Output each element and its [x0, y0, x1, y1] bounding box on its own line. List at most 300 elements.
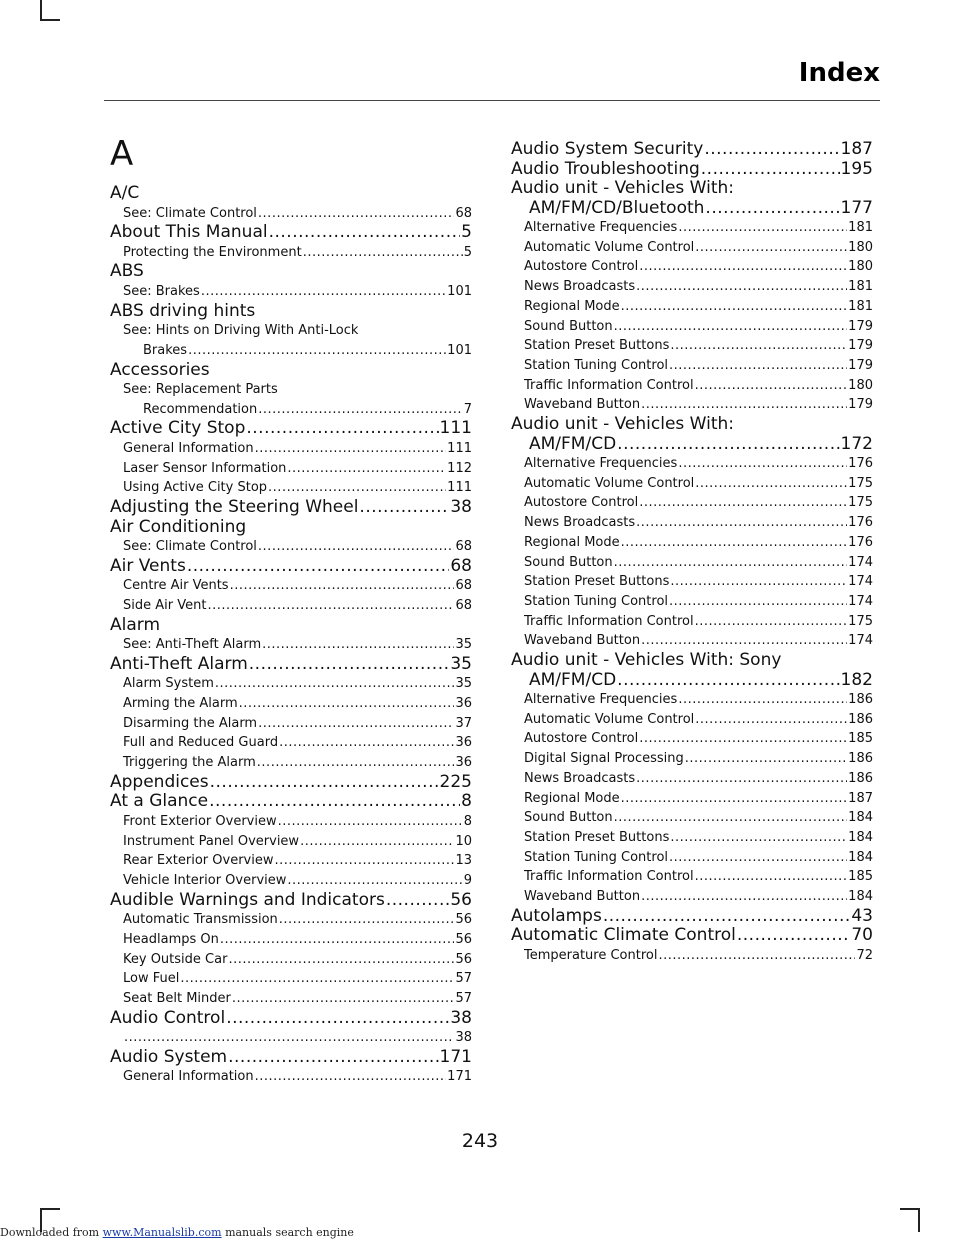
crop-mark-top-left-h [40, 19, 60, 21]
index-subentry [110, 1028, 472, 1048]
entry-text: Audio Troubleshooting [511, 158, 700, 179]
dot-leader [636, 277, 847, 297]
dot-leader [220, 930, 455, 950]
index-subentry [511, 592, 873, 612]
index-entry [511, 435, 873, 455]
entry-text: Station Tuning Control [524, 357, 669, 373]
entry-page: 8 [463, 813, 472, 829]
dot-leader [670, 828, 847, 848]
entry-text: Traffic Information Control [524, 869, 694, 885]
entry-text: Alarm System [123, 676, 214, 692]
entry-text: Automatic Volume Control [524, 239, 695, 255]
entry-page: 175 [848, 613, 873, 629]
entry-text: News Broadcasts [524, 515, 636, 531]
index-column-left [110, 132, 472, 1087]
entry-text: Audible Warnings and Indicators [110, 889, 385, 910]
entry-page: 5 [461, 222, 472, 243]
dot-leader [201, 282, 446, 302]
dot-leader [246, 419, 438, 439]
entry-text: Autolamps [511, 905, 602, 926]
entry-page: 112 [447, 460, 472, 476]
entry-page: 180 [848, 239, 873, 255]
index-subentry [110, 694, 472, 714]
dot-leader [614, 808, 848, 828]
dot-leader [262, 635, 454, 655]
dot-leader [669, 356, 847, 376]
index-subentry [110, 674, 472, 694]
entry-text: Air Conditioning [110, 516, 247, 537]
entry-page: 10 [455, 833, 472, 849]
entry-page: 68 [455, 539, 472, 555]
entry-page: 13 [455, 853, 472, 869]
dot-leader [704, 140, 839, 160]
index-subentry [511, 238, 873, 258]
dot-leader [678, 454, 847, 474]
dot-leader [210, 773, 439, 793]
entry-text: Traffic Information Control [524, 613, 694, 629]
index-subentry [110, 459, 472, 479]
index-subentry [511, 493, 873, 513]
index-entry [110, 184, 472, 204]
entry-text: Autostore Control [524, 731, 639, 747]
index-subentry [511, 867, 873, 887]
entry-text: A/C [110, 183, 140, 203]
dot-leader [258, 714, 454, 734]
entry-text: Headlamps On [123, 931, 219, 947]
index-entry [110, 792, 472, 812]
index-entry [110, 891, 472, 911]
dot-leader [621, 533, 848, 553]
index-subentry [110, 812, 472, 832]
index-subentry [110, 282, 472, 302]
entry-text: Sound Button [524, 810, 613, 826]
index-entry [511, 199, 873, 219]
index-subentry [511, 690, 873, 710]
index-subentry [110, 243, 472, 263]
entry-text: Waveband Button [524, 397, 641, 413]
entry-text: Regional Mode [524, 534, 620, 550]
entry-page: 70 [851, 925, 873, 946]
entry-page: 35 [455, 676, 472, 692]
entry-text: Rear Exterior Overview [123, 853, 274, 869]
index-entry [511, 671, 873, 691]
dot-leader [255, 439, 447, 459]
entry-text: Alternative Frequencies [524, 692, 678, 708]
index-subentry [511, 887, 873, 907]
index-subentry [511, 474, 873, 494]
entry-text: Autostore Control [524, 259, 639, 275]
dot-leader [701, 160, 840, 180]
entry-page: 38 [450, 497, 472, 518]
dot-leader [359, 498, 449, 518]
entry-text: Automatic Climate Control [511, 925, 736, 946]
entry-page: 56 [455, 931, 472, 947]
index-subentry [110, 989, 472, 1009]
entry-page: 179 [848, 318, 873, 334]
entry-page: 172 [840, 433, 873, 454]
index-subentry [110, 341, 472, 361]
index-subentry [110, 537, 472, 557]
entry-page: 68 [455, 597, 472, 613]
entry-text: See: Anti-Theft Alarm [123, 637, 262, 653]
entry-page: 35 [455, 637, 472, 653]
dot-leader [239, 694, 455, 714]
entry-text: Full and Reduced Guard [123, 735, 279, 751]
dot-leader [269, 223, 461, 243]
index-entry [511, 926, 873, 946]
entry-page: 186 [848, 751, 873, 767]
entry-page: 176 [848, 515, 873, 531]
entry-page: 179 [848, 357, 873, 373]
dot-leader [641, 631, 847, 651]
entry-page: 68 [450, 555, 472, 576]
entry-text: See: Replacement Parts [123, 382, 278, 398]
entry-text: Waveband Button [524, 633, 641, 649]
entry-page: 56 [455, 912, 472, 928]
entry-text: Audio System Security [511, 139, 704, 159]
entry-text: Audio System [110, 1046, 228, 1067]
dot-leader [621, 789, 848, 809]
index-entry [110, 262, 472, 282]
index-entry [110, 616, 472, 636]
entry-text: Temperature Control [524, 947, 658, 963]
dot-leader [228, 1048, 438, 1068]
dot-leader [257, 753, 455, 773]
entry-text: See: Climate Control [123, 539, 257, 555]
dot-leader [670, 572, 847, 592]
entry-page: 174 [848, 574, 873, 590]
dot-leader [617, 671, 839, 691]
dot-leader [278, 812, 463, 832]
index-entry [110, 655, 472, 675]
entry-text: AM/FM/CD/Bluetooth [529, 197, 705, 218]
entry-page: 175 [848, 475, 873, 491]
entry-text: Instrument Panel Overview [123, 833, 300, 849]
section-letter: A [110, 134, 134, 174]
crop-mark-bottom-right-v [918, 1208, 920, 1232]
entry-page: 184 [848, 889, 873, 905]
entry-page: 57 [455, 971, 472, 987]
index-subentry [511, 828, 873, 848]
entry-text: Active City Stop [110, 418, 246, 439]
index-subentry [110, 400, 472, 420]
entry-text: Regional Mode [524, 298, 620, 314]
index-subentry [511, 572, 873, 592]
entry-page: 184 [848, 849, 873, 865]
dot-leader [603, 907, 851, 927]
dot-leader [209, 792, 460, 812]
entry-page: 181 [848, 279, 873, 295]
entry-text: Low Fuel [123, 971, 180, 987]
dot-leader [695, 710, 847, 730]
index-subentry [110, 733, 472, 753]
dot-leader [287, 871, 462, 891]
dot-leader [636, 769, 847, 789]
page-number: 243 [461, 1130, 499, 1152]
entry-page: 186 [848, 770, 873, 786]
entry-text: Air Vents [110, 555, 186, 576]
entry-page: 182 [840, 669, 873, 690]
entry-page: 35 [450, 653, 472, 674]
dot-leader [268, 478, 446, 498]
index-subentry [110, 832, 472, 852]
dot-leader [639, 257, 847, 277]
header-divider [104, 100, 880, 101]
index-subentry [110, 969, 472, 989]
index-entry [511, 415, 873, 435]
entry-page: 180 [848, 259, 873, 275]
entry-page: 185 [848, 731, 873, 747]
dot-leader [230, 576, 455, 596]
index-subentry [110, 753, 472, 773]
index-subentry [511, 612, 873, 632]
entry-text: Laser Sensor Information [123, 460, 287, 476]
dot-leader [678, 218, 847, 238]
entry-text: Anti-Theft Alarm [110, 653, 248, 674]
entry-page: 187 [840, 139, 873, 159]
index-entry [511, 651, 873, 671]
entry-text: Station Preset Buttons [524, 574, 670, 590]
entry-text: Station Preset Buttons [524, 338, 670, 354]
entry-text: Alarm [110, 614, 161, 635]
index-entry [110, 361, 472, 381]
dot-leader [187, 557, 450, 577]
download-footer [0, 1226, 354, 1239]
entry-text: Vehicle Interior Overview [123, 872, 287, 888]
index-entry [110, 518, 472, 538]
index-subentry [110, 439, 472, 459]
index-subentry [110, 380, 472, 400]
index-entry [110, 498, 472, 518]
entry-page: 38 [455, 1030, 472, 1046]
index-entries-left [110, 184, 472, 1087]
entry-text: Autostore Control [524, 495, 639, 511]
entry-page: 179 [848, 338, 873, 354]
dot-leader [255, 1067, 447, 1087]
index-subentry [511, 513, 873, 533]
index-subentry [511, 356, 873, 376]
entry-page: 101 [447, 283, 472, 299]
entry-page: 225 [439, 771, 472, 792]
index-entry [511, 907, 873, 927]
index-subentry [511, 769, 873, 789]
entry-page: 68 [455, 578, 472, 594]
entry-text: Traffic Information Control [524, 377, 694, 393]
dot-leader [669, 848, 847, 868]
entry-text: Adjusting the Steering Wheel [110, 497, 359, 518]
dot-leader [287, 459, 446, 479]
entry-page: 8 [461, 791, 472, 812]
dot-leader [226, 1009, 449, 1029]
dot-leader [228, 950, 454, 970]
dot-leader [258, 537, 455, 557]
entry-text: Alternative Frequencies [524, 220, 678, 235]
index-subentry [110, 1067, 472, 1087]
footer-prefix: Downloaded from [0, 1226, 100, 1239]
index-subentry [110, 871, 472, 891]
index-subentry [511, 376, 873, 396]
entry-page: 56 [455, 951, 472, 967]
index-column-right [511, 140, 873, 966]
entry-page: 56 [450, 889, 472, 910]
entry-text: Triggering the Alarm [123, 755, 256, 771]
entry-text: Disarming the Alarm [123, 715, 258, 731]
entry-page: 57 [455, 990, 472, 1006]
entry-text: Using Active City Stop [123, 480, 268, 496]
index-subentry [511, 729, 873, 749]
entry-text: Arming the Alarm [123, 696, 238, 712]
index-subentry [511, 454, 873, 474]
dot-leader [258, 204, 455, 224]
entry-page: 181 [848, 298, 873, 314]
index-subentry [110, 851, 472, 871]
entry-text: See: Climate Control [123, 205, 257, 221]
entry-page: 7 [463, 401, 472, 417]
dot-leader [258, 400, 462, 420]
index-entry [110, 223, 472, 243]
dot-leader [695, 474, 847, 494]
footer-link[interactable]: www.Manualslib.com [102, 1226, 222, 1239]
dot-leader [669, 592, 847, 612]
index-subentry [110, 596, 472, 616]
index-entry [110, 1009, 472, 1029]
entry-page: 174 [848, 593, 873, 609]
entry-page: 72 [856, 947, 873, 963]
index-entry [511, 140, 873, 160]
dot-leader [180, 969, 454, 989]
entry-page: 68 [455, 205, 472, 221]
dot-leader [639, 729, 847, 749]
entry-page: 174 [848, 633, 873, 649]
entry-text: Side Air Vent [123, 597, 207, 613]
index-subentry [110, 930, 472, 950]
entry-text: AM/FM/CD [529, 669, 617, 690]
entry-text: AM/FM/CD [529, 433, 617, 454]
dot-leader [207, 596, 454, 616]
dot-leader [614, 317, 848, 337]
entry-text: Regional Mode [524, 790, 620, 806]
index-subentry [110, 714, 472, 734]
dot-leader [695, 612, 848, 632]
entry-text: Audio unit - Vehicles With: [511, 178, 734, 198]
entry-page: 36 [455, 735, 472, 751]
dot-leader [232, 989, 455, 1009]
entry-text: Automatic Volume Control [524, 475, 695, 491]
entry-text: About This Manual [110, 222, 268, 243]
entry-text: See: Brakes [123, 283, 200, 299]
dot-leader [737, 926, 850, 946]
dot-leader [639, 493, 847, 513]
dot-leader [188, 341, 446, 361]
dot-leader [636, 513, 847, 533]
index-subentry [511, 808, 873, 828]
index-entries-right [511, 140, 873, 966]
index-subentry [511, 336, 873, 356]
dot-leader [303, 243, 463, 263]
dot-leader [641, 395, 847, 415]
index-entry [511, 179, 873, 199]
entry-text: Waveband Button [524, 889, 641, 905]
dot-leader [670, 336, 847, 356]
entry-page: 37 [455, 715, 472, 731]
entry-page: 176 [848, 534, 873, 550]
entry-text: ABS [110, 261, 144, 282]
index-subentry [511, 553, 873, 573]
index-subentry [110, 950, 472, 970]
entry-page: 187 [848, 790, 873, 806]
entry-page: 184 [848, 829, 873, 845]
entry-text: At a Glance [110, 791, 209, 812]
index-subentry [511, 218, 873, 238]
dot-leader [386, 891, 450, 911]
entry-text: Automatic Volume Control [524, 711, 695, 727]
entry-page: 174 [848, 554, 873, 570]
dot-leader [249, 655, 450, 675]
dot-leader [695, 376, 848, 396]
entry-page: 36 [455, 696, 472, 712]
dot-leader [274, 851, 454, 871]
index-entry [110, 419, 472, 439]
entry-text: Station Tuning Control [524, 849, 669, 865]
entry-text: See: Hints on Driving With Anti-Lock [123, 323, 359, 339]
entry-page: 186 [848, 711, 873, 727]
entry-text: General Information [123, 440, 254, 456]
crop-mark-bottom-right-h [900, 1208, 920, 1210]
dot-leader [124, 1028, 454, 1048]
page-title: Index [798, 58, 880, 88]
dot-leader [658, 946, 855, 966]
entry-page: 177 [840, 197, 873, 218]
entry-text: Sound Button [524, 554, 613, 570]
dot-leader [614, 553, 848, 573]
index-subentry [110, 635, 472, 655]
index-subentry [511, 317, 873, 337]
entry-page: 38 [450, 1007, 472, 1028]
dot-leader [279, 733, 454, 753]
crop-mark-bottom-left-h [40, 1208, 60, 1210]
entry-text: Protecting the Environment [123, 244, 302, 260]
index-subentry [511, 710, 873, 730]
entry-text: Audio unit - Vehicles With: [511, 414, 734, 435]
entry-text: Station Preset Buttons [524, 829, 670, 845]
entry-page: 111 [447, 440, 472, 456]
dot-leader [279, 910, 455, 930]
entry-text: Front Exterior Overview [123, 813, 277, 829]
index-subentry [110, 321, 472, 341]
index-entry [511, 160, 873, 180]
dot-leader [705, 199, 839, 219]
entry-text: Station Tuning Control [524, 593, 669, 609]
entry-page: 171 [447, 1069, 472, 1085]
entry-page: 43 [851, 905, 873, 926]
dot-leader [215, 674, 455, 694]
index-subentry [511, 257, 873, 277]
entry-text: Seat Belt Minder [123, 990, 231, 1006]
entry-text: News Broadcasts [524, 279, 636, 295]
entry-page: 9 [463, 872, 472, 888]
index-subentry [511, 395, 873, 415]
entry-text: Automatic Transmission [123, 912, 278, 928]
index-subentry [511, 297, 873, 317]
index-subentry [511, 848, 873, 868]
dot-leader [685, 749, 847, 769]
entry-page: 195 [840, 158, 873, 179]
entry-page: 5 [463, 244, 472, 260]
index-subentry [511, 631, 873, 651]
entry-text: Key Outside Car [123, 951, 228, 967]
entry-text: Alternative Frequencies [524, 456, 678, 472]
crop-mark-top-left-v [40, 0, 42, 20]
